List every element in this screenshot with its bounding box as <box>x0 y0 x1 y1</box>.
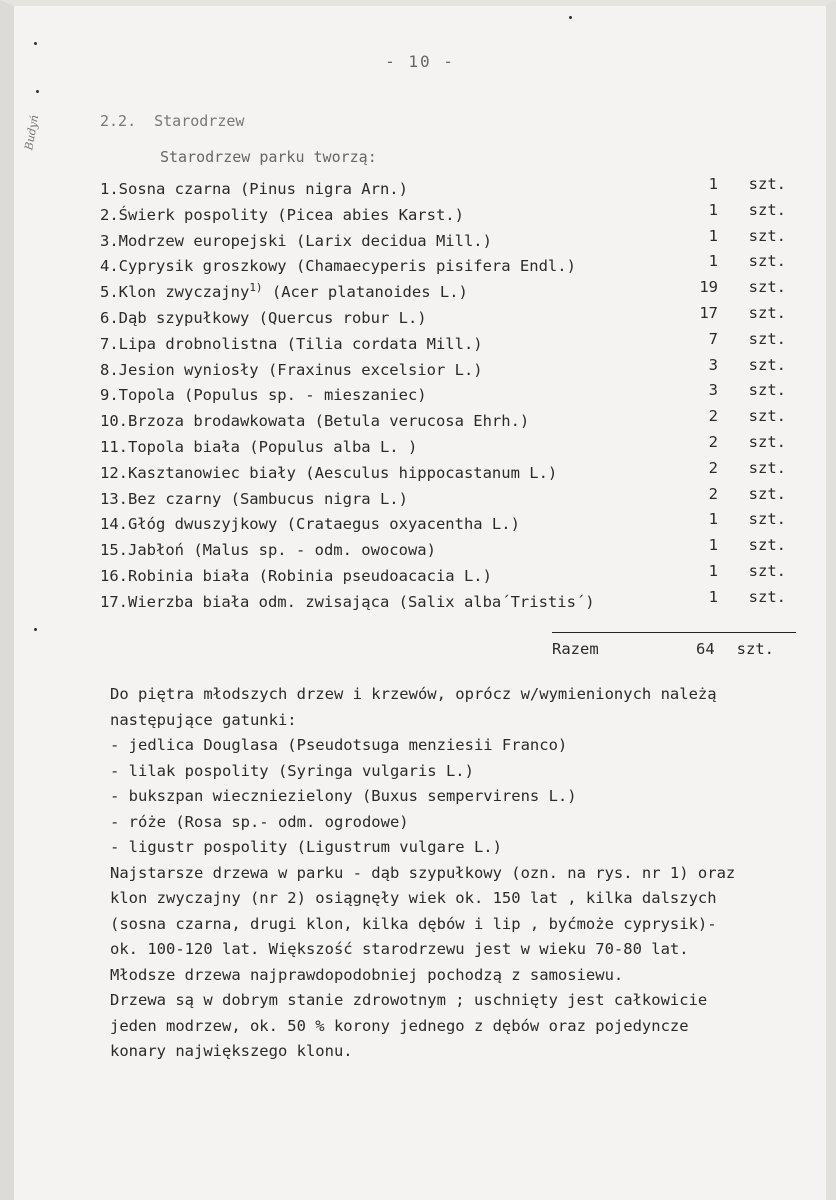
text-line: Młodsze drzewa najprawdopodobniej pochodzą z samosiewu. <box>110 965 624 984</box>
tree-row <box>100 275 790 301</box>
text-line: Drzewa są w dobrym stanie zdrowotnym ; uschnięty jest całkowicie <box>110 991 708 1009</box>
text-line: następujące gatunki: <box>110 710 297 729</box>
tree-count: 3 <box>708 381 718 400</box>
tree-unit: szt. <box>748 407 786 426</box>
total-row <box>552 640 796 664</box>
tree-name-text: 1.Sosna czarna (Pinus nigra Arn.) <box>100 180 408 198</box>
text-line: jeden modrzew, ok. 50 % korony jednego z dębów oraz pojedyncze <box>110 1016 689 1035</box>
text-line: ok. 100-120 lat. Większość starodrzewu jest w wieku 70-80 lat. <box>110 940 689 958</box>
tree-row <box>100 559 790 585</box>
tree-unit: szt. <box>748 355 786 374</box>
total-rule <box>552 632 796 633</box>
tree-name-text: 15.Jabłoń (Malus sp. - odm. owocowa) <box>100 541 436 560</box>
page-number: - 10 - <box>385 52 455 71</box>
intro-line: Starodrzew parku tworzą: <box>160 148 377 166</box>
tree-row <box>100 198 790 224</box>
tree-name <box>100 585 595 616</box>
section-heading <box>100 112 244 130</box>
tree-row <box>100 507 790 533</box>
tree-row <box>100 301 790 327</box>
tree-unit: szt. <box>748 432 786 451</box>
tree-count: 2 <box>708 484 718 503</box>
text-line: Najstarsze drzewa w parku - dąb szypułkowy (ozn. na rys. nr 1) oraz <box>110 863 736 882</box>
body-text <box>110 682 800 1065</box>
tree-count: 1 <box>708 587 718 606</box>
speck <box>34 628 37 631</box>
tree-name-rest: (Acer platanoides L.) <box>262 283 468 302</box>
tree-name-text: 6.Dąb szypułkowy (Quercus robur L.) <box>100 308 427 327</box>
tree-row <box>100 172 790 198</box>
tree-list <box>100 172 790 611</box>
text-line: - bukszpan wieczniezielony (Buxus sempervirens L.) <box>110 787 577 805</box>
tree-name-text: 8.Jesion wyniosły (Fraxinus excelsior L.) <box>100 360 483 379</box>
footnote-marker: 1) <box>249 281 263 295</box>
tree-count: 1 <box>708 175 718 193</box>
total-unit: szt. <box>736 640 774 658</box>
text-line: klon zwyczajny (nr 2) osiągnęły wiek ok. 150 lat , kilka dalszych <box>110 889 717 907</box>
tree-row <box>100 249 790 275</box>
tree-row <box>100 404 790 430</box>
tree-name-text: 14.Głóg dwuszyjkowy (Crataegus oxyacentha L.) <box>100 515 520 534</box>
tree-row <box>100 378 790 404</box>
tree-count: 17 <box>699 303 718 322</box>
tree-row <box>100 456 790 482</box>
text-line: konary największego klonu. <box>110 1042 353 1060</box>
section-title: Starodrzew <box>154 112 245 130</box>
tree-name-text: 13.Bez czarny (Sambucus nigra L.) <box>100 489 408 508</box>
tree-name-text: 5.Klon zwyczajny <box>100 283 250 302</box>
tree-count: 2 <box>708 458 718 477</box>
tree-count: 3 <box>708 355 718 374</box>
tree-count: 1 <box>708 536 718 555</box>
tree-count: 19 <box>699 278 718 297</box>
tree-name-text: 16.Robinia biała (Robinia pseudoacacia L.) <box>100 566 492 585</box>
tree-name-text: 12.Kasztanowiec biały (Aesculus hippocastanum L.) <box>100 463 558 482</box>
tree-name-text: 7.Lipa drobnolistna (Tilia cordata Mill.) <box>100 334 483 353</box>
tree-count: 1 <box>708 561 718 580</box>
tree-name-text: 10.Brzoza brodawkowata (Betula verucosa Ehrh.) <box>100 412 530 431</box>
tree-name-text: 9.Topola (Populus sp. - mieszaniec) <box>100 386 427 405</box>
text-line: - lilak pospolity (Syringa vulgaris L.) <box>110 761 474 780</box>
tree-unit: szt. <box>748 329 786 348</box>
tree-unit: szt. <box>748 200 786 219</box>
text-line: Do piętra młodszych drzew i krzewów, oprócz w/wymienionych należą <box>110 685 717 703</box>
total-label: Razem <box>552 640 599 658</box>
tree-name-text: 17.Wierzba biała odm. zwisająca (Salix alba´Tristis´) <box>100 592 595 611</box>
tree-name-text: 3.Modrzew europejski (Larix decidua Mill.) <box>100 231 492 250</box>
tree-count: 2 <box>708 432 718 451</box>
section-number: 2.2. <box>100 112 137 130</box>
tree-unit: szt. <box>748 587 786 606</box>
tree-unit: szt. <box>748 175 786 193</box>
tree-row <box>100 533 790 559</box>
text-line: - jedlica Douglasa (Pseudotsuga menziesii Franco) <box>110 736 568 754</box>
tree-count: 1 <box>708 226 718 245</box>
text-line: (sosna czarna, drugi klon, kilka dębów i lip , byćmoże cyprysik)- <box>110 914 717 933</box>
tree-row <box>100 353 790 379</box>
speck <box>569 16 572 19</box>
tree-unit: szt. <box>748 303 786 322</box>
handwritten-margin-note: Budyń <box>22 113 42 152</box>
tree-row <box>100 327 790 353</box>
tree-unit: szt. <box>748 484 786 503</box>
speck <box>34 42 37 45</box>
text-line: - róże (Rosa sp.- odm. ogrodowe) <box>110 812 409 831</box>
tree-count: 1 <box>708 200 718 219</box>
tree-unit: szt. <box>748 278 786 297</box>
tree-unit: szt. <box>748 458 786 477</box>
tree-row <box>100 585 790 611</box>
tree-unit: szt. <box>748 510 786 529</box>
tree-count: 2 <box>708 407 718 426</box>
tree-row <box>100 482 790 508</box>
tree-unit: szt. <box>748 381 786 400</box>
speck <box>36 90 39 93</box>
tree-unit: szt. <box>748 252 786 271</box>
tree-row <box>100 430 790 456</box>
text-line: - ligustr pospolity (Ligustrum vulgare L.) <box>110 838 502 856</box>
tree-unit: szt. <box>748 561 786 580</box>
total-count: 64 <box>696 640 715 658</box>
tree-name-text: 2.Świerk pospolity (Picea abies Karst.) <box>100 205 464 224</box>
tree-count: 1 <box>708 510 718 529</box>
tree-unit: szt. <box>748 226 786 245</box>
tree-name-text: 4.Cyprysik groszkowy (Chamaecyperis pisifera Endl.) <box>100 257 576 276</box>
tree-name-text: 11.Topola biała (Populus alba L. ) <box>100 437 418 456</box>
tree-unit: szt. <box>748 536 786 555</box>
tree-count: 7 <box>708 329 718 348</box>
tree-row <box>100 224 790 250</box>
tree-count: 1 <box>708 252 718 271</box>
